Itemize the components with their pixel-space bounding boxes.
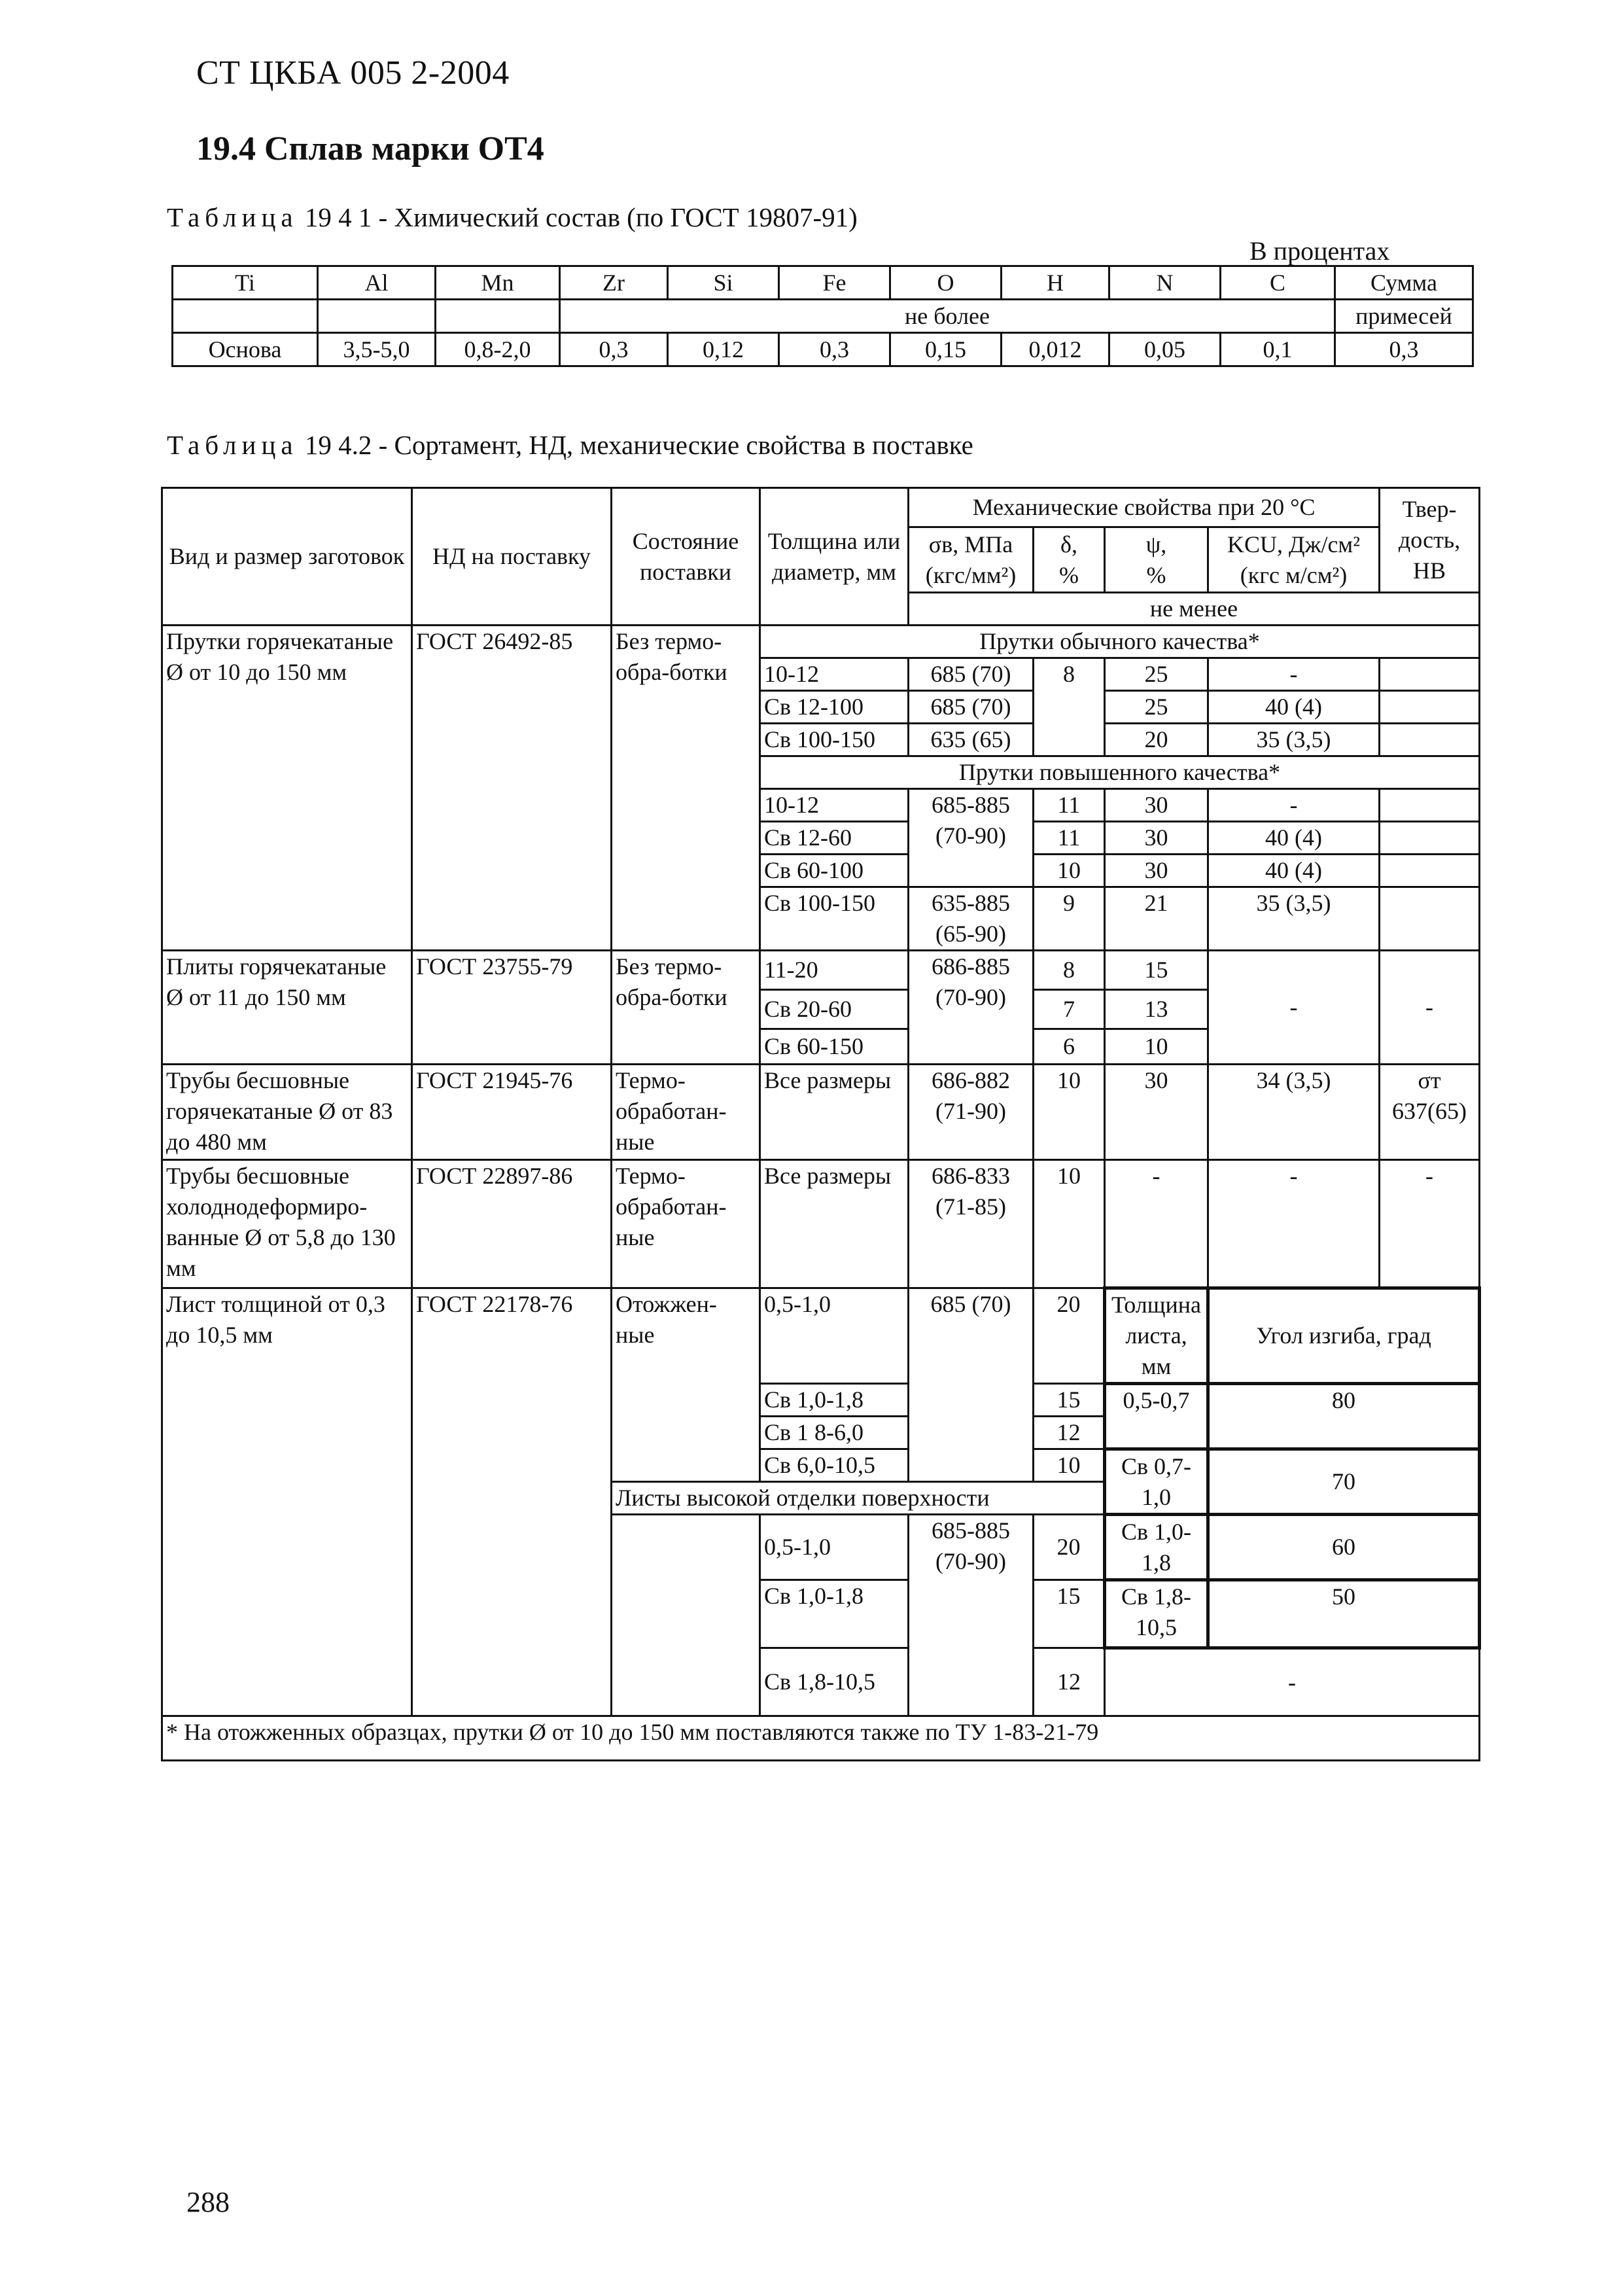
kind-plates: Плиты горячекатаные Ø от 11 до 150 мм <box>162 951 412 1065</box>
header-zr: Zr <box>560 266 668 300</box>
g5hf-r3-delta: 12 <box>1034 1648 1105 1716</box>
g1-r1-psi: 25 <box>1105 658 1208 691</box>
g1b-r1-delta: 11 <box>1034 789 1105 822</box>
nd-plates: ГОСТ 23755-79 <box>412 951 612 1065</box>
g1b-r3-hb <box>1380 855 1480 887</box>
g1-r2-psi: 25 <box>1105 691 1208 724</box>
g2-r1-psi: 15 <box>1105 951 1208 990</box>
nd-bars: ГОСТ 26492-85 <box>412 626 612 951</box>
bend-r1-angle: 80 <box>1208 1384 1480 1449</box>
sigma-hot-tubes: 686-882 (71-90) <box>909 1065 1034 1160</box>
kcu-hot-tubes: 34 (3,5) <box>1208 1065 1380 1160</box>
delta-unit: % <box>1059 561 1079 588</box>
caption-text: 19 4.2 - Сортамент, НД, механические свойства в поставке <box>304 430 973 460</box>
g1b-r1-hb <box>1380 789 1480 822</box>
g2-r2-delta: 7 <box>1034 990 1105 1029</box>
hb-cold-tubes: - <box>1380 1160 1480 1288</box>
g1-r3-sigma: 635 (65) <box>909 724 1034 756</box>
header-psi <box>1105 527 1208 593</box>
g1b-r4-delta: 9 <box>1034 887 1105 951</box>
bend-r3-thickness: Св 1,0-1,8 <box>1105 1515 1208 1580</box>
nd-hot-tubes: ГОСТ 21945-76 <box>412 1065 612 1160</box>
g5hf-r3-thickness: Св 1,8-10,5 <box>760 1648 909 1716</box>
high-finish-subheader: Листы высокой отделки поверхности <box>612 1482 1105 1515</box>
g1b-r2-psi: 30 <box>1105 822 1208 855</box>
header-thickness: Толщина или диаметр, мм <box>760 488 909 626</box>
g5-sigma: 685 (70) <box>909 1288 1034 1482</box>
state-cold-tubes: Термо-обработан-ные <box>612 1160 760 1288</box>
g1-r3-psi: 20 <box>1105 724 1208 756</box>
hb-hot-tubes: σт 637(65) <box>1380 1065 1480 1160</box>
bend-r2-thickness: Св 0,7-1,0 <box>1105 1449 1208 1515</box>
g2-r1-thickness: 11-20 <box>760 951 909 990</box>
table1-caption <box>167 202 858 233</box>
g1-r1-thickness: 10-12 <box>760 658 909 691</box>
kcu-cold-tubes: - <box>1208 1160 1380 1288</box>
kind-hot-tubes: Трубы бесшовные горячекатаные Ø от 83 до 480 мм <box>162 1065 412 1160</box>
cell-sum: 0,3 <box>1335 333 1473 366</box>
delta-hot-tubes: 10 <box>1034 1065 1105 1160</box>
header-o: O <box>890 266 1002 300</box>
cell-h: 0,012 <box>1002 333 1109 366</box>
bend-header-angle: Угол изгиба, град <box>1208 1288 1480 1384</box>
g1-r3-kcu: 35 (3,5) <box>1208 724 1380 756</box>
g1-r2-kcu: 40 (4) <box>1208 691 1380 724</box>
g5-r2-thickness: Св 1,0-1,8 <box>760 1384 909 1417</box>
header-nd: НД на поставку <box>412 488 612 626</box>
state-plates: Без термо-обра-ботки <box>612 951 760 1065</box>
header-kcu <box>1208 527 1380 593</box>
g1b-r2-kcu: 40 (4) <box>1208 822 1380 855</box>
g1b-r3-delta: 10 <box>1034 855 1105 887</box>
psi-unit: % <box>1146 561 1166 588</box>
cell-al: 3,5-5,0 <box>318 333 436 366</box>
header-sigma-b <box>909 527 1034 593</box>
psi-cold-tubes: - <box>1105 1160 1208 1288</box>
header-kind: Вид и размер заготовок <box>162 488 412 626</box>
kind-sheet: Лист толщиной от 0,3 до 10,5 мм <box>162 1288 412 1716</box>
g5hf-r1-thickness: 0,5-1,0 <box>760 1515 909 1580</box>
subheader-improved-quality: Прутки повышенного качества* <box>760 756 1480 789</box>
g1-r3-hb <box>1380 724 1480 756</box>
g1b-r4-kcu: 35 (3,5) <box>1208 887 1380 951</box>
g1b-r4-psi: 21 <box>1105 887 1208 951</box>
subheader-ordinary-quality: Прутки обычного качества* <box>760 626 1480 658</box>
thickness-hot-tubes: Все размеры <box>760 1065 909 1160</box>
g1b-r3-thickness: Св 60-100 <box>760 855 909 887</box>
cell-n: 0,05 <box>1109 333 1221 366</box>
header-al: Al <box>318 266 436 300</box>
caption-word: Таблица <box>167 202 298 232</box>
g5hf-sigma: 685-885 (70-90) <box>909 1515 1034 1716</box>
g1-r1-delta: 8 <box>1034 658 1105 756</box>
header-h: H <box>1002 266 1109 300</box>
header-n: N <box>1109 266 1221 300</box>
g1b-r2-hb <box>1380 822 1480 855</box>
g1b-r4-thickness: Св 100-150 <box>760 887 909 951</box>
header-sum: Сумма <box>1335 266 1473 300</box>
g5-r4-thickness: Св 6,0-10,5 <box>760 1449 909 1482</box>
cell-ti: Основа <box>173 333 318 366</box>
blank-cell <box>436 300 560 333</box>
g1b-r1-thickness: 10-12 <box>760 789 909 822</box>
g1b-r3-psi: 30 <box>1105 855 1208 887</box>
table2-caption <box>167 429 973 461</box>
bend-r1-thickness: 0,5-0,7 <box>1105 1384 1208 1449</box>
header-delta <box>1034 527 1105 593</box>
state-hot-tubes: Термо-обработан-ные <box>612 1065 760 1160</box>
g1-r1-sigma: 685 (70) <box>909 658 1034 691</box>
g5hf-r2-thickness: Св 1,0-1,8 <box>760 1580 909 1648</box>
blank-cell <box>173 300 318 333</box>
kind-cold-tubes: Трубы бесшовные холоднодеформиро-ванные Ø от 5,8 до 130 мм <box>162 1160 412 1288</box>
g2-r3-thickness: Св 60-150 <box>760 1029 909 1065</box>
g2-r3-delta: 6 <box>1034 1029 1105 1065</box>
header-mech: Механические свойства при 20 °С <box>909 488 1380 527</box>
g2-kcu: - <box>1208 951 1380 1065</box>
g1-r3-thickness: Св 100-150 <box>760 724 909 756</box>
g1b-r4-hb <box>1380 887 1480 951</box>
page-number: 288 <box>186 2186 230 2218</box>
psi-hot-tubes: 30 <box>1105 1065 1208 1160</box>
section-title: 19.4 Сплав марки ОТ4 <box>196 130 544 168</box>
g5hf-r1-delta: 20 <box>1034 1515 1105 1580</box>
bend-r4-thickness: Св 1,8-10,5 <box>1105 1580 1208 1648</box>
cell-c: 0,1 <box>1221 333 1335 366</box>
g2-hb: - <box>1380 951 1480 1065</box>
sigma-cold-tubes: 686-833 (71-85) <box>909 1160 1034 1288</box>
cell-zr: 0,3 <box>560 333 668 366</box>
cell-mn: 0,8-2,0 <box>436 333 560 366</box>
g1b-r1-kcu: - <box>1208 789 1380 822</box>
header-fe: Fe <box>779 266 890 300</box>
document-code: СТ ЦКБА 005 2-2004 <box>196 54 510 92</box>
header-mn: Mn <box>436 266 560 300</box>
g1-r2-sigma: 685 (70) <box>909 691 1034 724</box>
psi-label: ψ, <box>1145 531 1167 557</box>
header-si: Si <box>668 266 779 300</box>
bend-r2-angle: 70 <box>1208 1449 1480 1515</box>
g1-r2-hb <box>1380 691 1480 724</box>
caption-word: Таблица <box>167 430 298 460</box>
g1b-r1-psi: 30 <box>1105 789 1208 822</box>
assortment-table <box>161 487 1481 1761</box>
g1-r2-thickness: Св 12-100 <box>760 691 909 724</box>
g1b-r2-delta: 11 <box>1034 822 1105 855</box>
bend-r3-angle: 60 <box>1208 1515 1480 1580</box>
g1b-r1-sigma: 685-885 (70-90) <box>909 789 1034 887</box>
g5-r3-thickness: Св 1 8-6,0 <box>760 1417 909 1449</box>
nd-sheet: ГОСТ 22178-76 <box>412 1288 612 1716</box>
kcu-unit: (кгс м/см²) <box>1240 561 1348 588</box>
g2-r2-psi: 13 <box>1105 990 1208 1029</box>
footnote: * На отожженных образцах, прутки Ø от 10 до 150 мм поставляются также по ТУ 1-83-21-79 <box>162 1716 1480 1761</box>
state-sheet: Отожжен-ные <box>612 1288 760 1482</box>
g5-r2-delta: 15 <box>1034 1384 1105 1417</box>
g2-r2-thickness: Св 20-60 <box>760 990 909 1029</box>
state-high-finish <box>612 1515 760 1716</box>
nd-cold-tubes: ГОСТ 22897-86 <box>412 1160 612 1288</box>
no-more-label: не более <box>560 300 1335 333</box>
g1-r1-kcu: - <box>1208 658 1380 691</box>
cell-fe: 0,3 <box>779 333 890 366</box>
chemical-composition-table <box>171 265 1474 367</box>
g5-r1-delta: 20 <box>1034 1288 1105 1384</box>
caption-text: 19 4 1 - Химический состав (по ГОСТ 19807-91) <box>304 202 858 232</box>
header-hardness: Твер-дость, НВ <box>1380 488 1480 593</box>
bend-r4-angle: 50 <box>1208 1580 1480 1648</box>
g2-r3-psi: 10 <box>1105 1029 1208 1065</box>
impurities-label: примесей <box>1335 300 1473 333</box>
cell-si: 0,12 <box>668 333 779 366</box>
g2-r1-delta: 8 <box>1034 951 1105 990</box>
delta-cold-tubes: 10 <box>1034 1160 1105 1288</box>
thickness-cold-tubes: Все размеры <box>760 1160 909 1288</box>
state-bars: Без термо-обра-ботки <box>612 626 760 951</box>
blank-cell <box>318 300 436 333</box>
g5-r1-thickness: 0,5-1,0 <box>760 1288 909 1384</box>
kind-bars: Прутки горячекатаные Ø от 10 до 150 мм <box>162 626 412 951</box>
g1-r1-hb <box>1380 658 1480 691</box>
bend-header-thickness: Толщина листа, мм <box>1105 1288 1208 1384</box>
g5hf-r3-dash: - <box>1105 1648 1480 1716</box>
kcu-label: KCU, Дж/см² <box>1227 531 1361 557</box>
table1-unit: В процентах <box>1249 236 1390 266</box>
g5hf-r2-delta: 15 <box>1034 1580 1105 1648</box>
delta-label: δ, <box>1060 531 1077 557</box>
sigma-b-unit: (кгс/мм²) <box>925 561 1017 588</box>
g2-sigma: 686-885 (70-90) <box>909 951 1034 1065</box>
header-state: Состояние поставки <box>612 488 760 626</box>
g1b-r2-thickness: Св 12-60 <box>760 822 909 855</box>
sigma-b-label: σв, МПа <box>928 531 1013 557</box>
header-c: C <box>1221 266 1335 300</box>
not-less-label: не менее <box>909 593 1480 626</box>
g5-r4-delta: 10 <box>1034 1449 1105 1482</box>
g5-r3-delta: 12 <box>1034 1417 1105 1449</box>
g1b-r4-sigma: 635-885 (65-90) <box>909 887 1034 951</box>
g1b-r3-kcu: 40 (4) <box>1208 855 1380 887</box>
header-ti: Ti <box>173 266 318 300</box>
cell-o: 0,15 <box>890 333 1002 366</box>
